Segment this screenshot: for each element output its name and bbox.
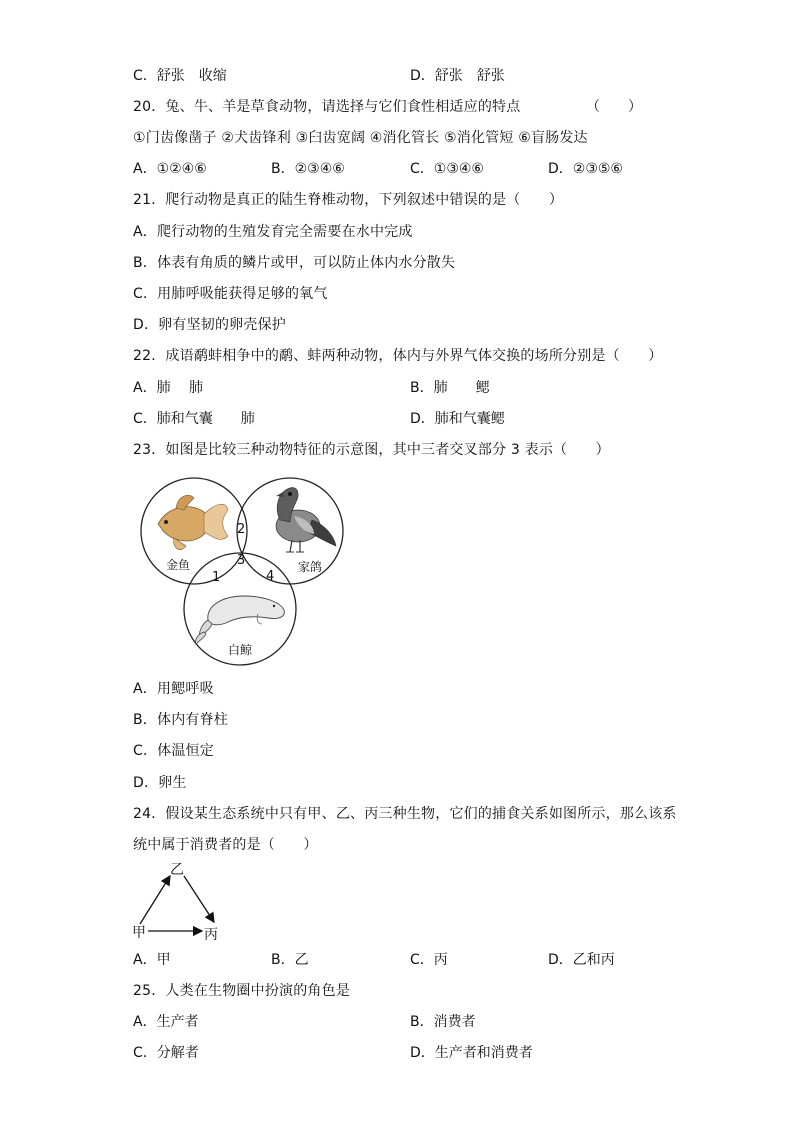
q20-option-a: A．①②④⑥ bbox=[133, 161, 207, 177]
q25-stem: 25．人类在生物圈中扮演的角色是 bbox=[133, 983, 351, 999]
q19-option-c: C．舒张 收缩 bbox=[133, 68, 227, 84]
q25-option-a: A．生产者 bbox=[133, 1014, 199, 1030]
q25-option-b: B．消费者 bbox=[410, 1014, 476, 1030]
q24-option-c: C．丙 bbox=[410, 952, 448, 968]
q23-option-a: A．用鳃呼吸 bbox=[133, 681, 214, 697]
q22-option-d: D．肺和气囊鳃 bbox=[410, 411, 505, 427]
organism-yi: 乙 bbox=[170, 862, 184, 878]
whale-icon bbox=[195, 596, 284, 644]
q21-option-c: C．用肺呼吸能获得足够的氧气 bbox=[133, 286, 328, 302]
q20-option-b: B．②③④⑥ bbox=[271, 161, 345, 177]
q20-features: ①门齿像凿子 ②犬齿锋利 ③臼齿宽阔 ④消化管长 ⑤消化管短 ⑥盲肠发达 bbox=[133, 130, 588, 146]
q20-stem: 20．兔、牛、羊是草食动物，请选择与它们食性相适应的特点 bbox=[133, 99, 521, 115]
goldfish-label: 金鱼 bbox=[166, 558, 191, 572]
q19-option-d: D．舒张 舒张 bbox=[410, 68, 505, 84]
whale-label: 白鲸 bbox=[228, 643, 253, 657]
venn-diagram bbox=[140, 474, 350, 670]
goldfish-icon bbox=[158, 495, 228, 549]
q22-option-c: C．肺和气囊 肺 bbox=[133, 411, 255, 427]
q23-option-b: B．体内有脊柱 bbox=[133, 712, 229, 728]
q23-stem: 23．如图是比较三种动物特征的示意图，其中三者交叉部分 3 表示（ ） bbox=[133, 442, 610, 458]
organism-bing: 丙 bbox=[204, 927, 218, 942]
q24-option-b: B．乙 bbox=[271, 952, 309, 968]
q21-option-d: D．卵有坚韧的卵壳保护 bbox=[133, 317, 286, 333]
q22-stem: 22．成语鹬蚌相争中的鹬、蚌两种动物，体内与外界气体交换的场所分别是（ ） bbox=[133, 348, 663, 364]
organism-jia: 甲 bbox=[132, 925, 146, 941]
q20-option-c: C．①③④⑥ bbox=[410, 161, 484, 177]
q22-option-a: A．肺 肺 bbox=[133, 380, 204, 396]
q25-option-c: C．分解者 bbox=[133, 1045, 199, 1061]
q23-option-c: C．体温恒定 bbox=[133, 743, 214, 759]
region-2-label: 2 bbox=[237, 522, 246, 537]
arrow-jia-to-yi bbox=[140, 876, 170, 924]
pigeon-label: 家鸽 bbox=[298, 560, 323, 574]
q20-answer-paren: （ ） bbox=[586, 99, 642, 115]
q25-option-d: D．生产者和消费者 bbox=[410, 1045, 533, 1061]
q24-stem-line2: 统中属于消费者的是（ ） bbox=[133, 837, 318, 853]
region-1-label: 1 bbox=[212, 570, 221, 585]
q24-stem-line1: 24．假设某生态系统中只有甲、乙、丙三种生物，它们的捕食关系如图所示，那么该系 bbox=[133, 806, 677, 822]
q21-stem: 21．爬行动物是真正的陆生脊椎动物，下列叙述中错误的是（ ） bbox=[133, 192, 564, 208]
q21-option-b: B．体表有角质的鳞片或甲，可以防止体内水分散失 bbox=[133, 255, 456, 271]
q22-option-b: B．肺 鳃 bbox=[410, 380, 490, 396]
food-chain-diagram bbox=[130, 858, 230, 942]
q24-option-a: A．甲 bbox=[133, 952, 171, 968]
q24-option-d: D．乙和丙 bbox=[548, 952, 615, 968]
region-4-label: 4 bbox=[266, 569, 275, 584]
pigeon-icon bbox=[276, 488, 336, 552]
region-3-label: 3 bbox=[237, 553, 246, 568]
q20-option-d: D．②③⑤⑥ bbox=[548, 161, 623, 177]
q23-option-d: D．卵生 bbox=[133, 775, 187, 791]
arrow-yi-to-bing bbox=[184, 876, 214, 922]
q21-option-a: A．爬行动物的生殖发育完全需要在水中完成 bbox=[133, 224, 413, 240]
